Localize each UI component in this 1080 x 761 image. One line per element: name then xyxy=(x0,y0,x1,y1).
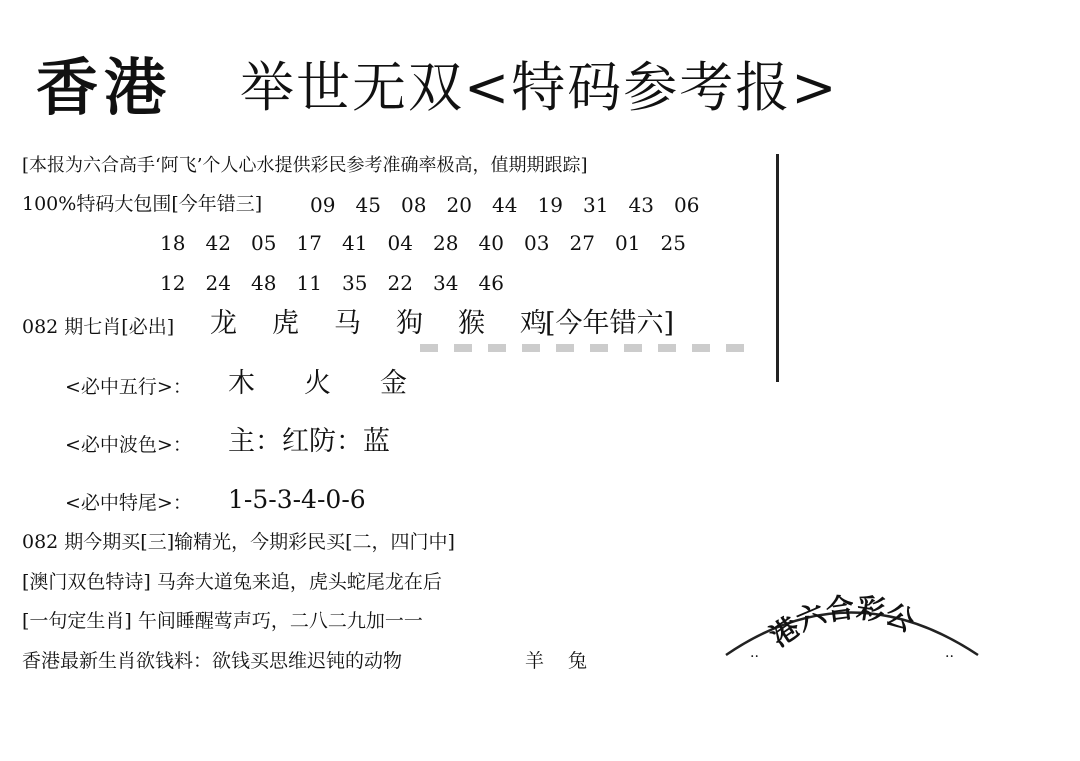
info-line-1: 082 期今期买[三]输精光，今期彩民买[二，四门中] xyxy=(22,531,455,553)
code-number: 08 xyxy=(401,193,427,217)
code-number: 01 xyxy=(615,231,641,255)
code-number: 27 xyxy=(569,231,595,255)
code-number: 19 xyxy=(537,193,563,217)
zodiac-note: [今年错六] xyxy=(545,308,675,339)
code-number: 46 xyxy=(478,271,504,295)
code-number: 42 xyxy=(205,231,231,255)
five-elements-label: <必中五行>： xyxy=(65,376,192,398)
code-number: 17 xyxy=(296,231,322,255)
wave-color-label: <必中波色>： xyxy=(65,434,192,456)
zodiac-item: 龙 xyxy=(210,308,237,339)
code-number: 24 xyxy=(205,271,231,295)
info-line-4-answer: 羊 兔 xyxy=(525,650,588,672)
brand-title: 香港 xyxy=(36,51,173,124)
code-number: 03 xyxy=(524,231,550,255)
element-item: 火 xyxy=(304,368,331,399)
code-number: 45 xyxy=(355,193,381,217)
zodiac-list xyxy=(210,305,547,343)
svg-text:..: .. xyxy=(945,645,954,661)
info-line-4: 香港最新生肖欲钱料：欲钱买思维迟钝的动物 xyxy=(22,650,403,672)
code-number: 25 xyxy=(660,231,686,255)
info-line-3: [一句定生肖] 午间睡醒莺声巧，二八二九加一一 xyxy=(22,610,423,632)
code-number: 20 xyxy=(446,193,472,217)
zodiac-item: 猴 xyxy=(458,308,485,339)
code-number: 11 xyxy=(296,271,322,295)
special-codes-row-3 xyxy=(150,268,514,298)
code-number: 05 xyxy=(251,231,277,255)
code-number: 34 xyxy=(433,271,459,295)
code-number: 06 xyxy=(674,193,700,217)
svg-text:..: .. xyxy=(750,645,759,661)
wave-color-value: 主：红防：蓝 xyxy=(228,426,390,457)
special-tail-value: 1-5-3-4-0-6 xyxy=(228,485,366,514)
code-number: 18 xyxy=(160,231,186,255)
intro-text: [本报为六合高手‘阿飞’个人心水提供彩民参考准确率极高，值期期跟踪] xyxy=(22,155,588,176)
zodiac-label: 082 期七肖[必出] xyxy=(22,316,175,338)
code-number: 43 xyxy=(628,193,654,217)
special-codes-row-2 xyxy=(150,228,696,258)
code-number: 28 xyxy=(433,231,459,255)
code-number: 04 xyxy=(387,231,413,255)
special-codes-label: 100%特码大包围[今年错三] xyxy=(22,193,263,215)
code-number: 41 xyxy=(342,231,368,255)
zodiac-item: 狗 xyxy=(396,308,423,339)
special-codes-row-1 xyxy=(300,190,710,220)
five-elements-list xyxy=(228,365,456,403)
code-number: 22 xyxy=(387,271,413,295)
element-item: 木 xyxy=(228,368,255,399)
special-tail-label: <必中特尾>： xyxy=(65,492,192,514)
code-number: 48 xyxy=(251,271,277,295)
code-number: 44 xyxy=(492,193,518,217)
element-item: 金 xyxy=(380,368,407,399)
vertical-divider xyxy=(776,154,779,382)
code-number: 40 xyxy=(478,231,504,255)
code-number: 35 xyxy=(342,271,368,295)
svg-text:港六合彩公: 港六合彩公 xyxy=(763,590,920,654)
seal-stamp-icon xyxy=(720,585,990,665)
info-line-2: [澳门双色特诗] 马奔大道兔来追，虎头蛇尾龙在后 xyxy=(22,571,442,593)
zodiac-item: 马 xyxy=(334,308,361,339)
paper-title: 举世无双<特码参考报> xyxy=(240,56,839,119)
code-number: 31 xyxy=(583,193,609,217)
code-number: 12 xyxy=(160,271,186,295)
faint-scan-residue xyxy=(420,344,750,352)
zodiac-item: 鸡 xyxy=(520,308,547,339)
zodiac-item: 虎 xyxy=(272,308,299,339)
code-number: 09 xyxy=(310,193,336,217)
